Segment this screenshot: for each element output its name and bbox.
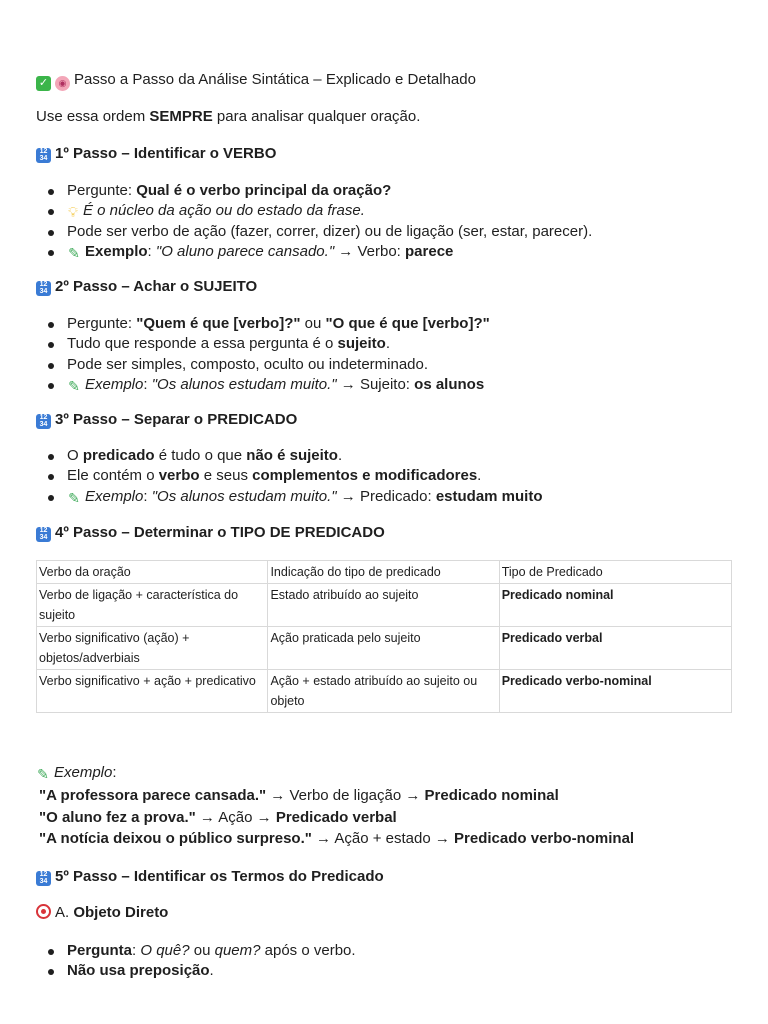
example-result: Predicado verbal bbox=[275, 809, 397, 826]
step5-b1-strong: Pergunta bbox=[67, 942, 133, 959]
table-cell: Verbo significativo (ação) + objetos/adverbiais bbox=[37, 627, 268, 670]
step3-b2-s1: verbo bbox=[158, 467, 200, 485]
step3-b1-mid: é tudo o que bbox=[154, 447, 247, 464]
step5-b1-mid: ou bbox=[189, 942, 215, 959]
numbers-icon: 12 34 bbox=[36, 871, 51, 886]
table-cell: Ação praticada pelo sujeito bbox=[268, 627, 499, 670]
pen-icon: ✎ bbox=[68, 377, 80, 394]
step1-list bbox=[36, 181, 592, 262]
step1-b1-pre: Pergunte: bbox=[67, 182, 137, 199]
step2-b2-post: . bbox=[385, 335, 390, 353]
intro-after: para analisar qualquer oração. bbox=[212, 108, 421, 125]
step5-heading-text: 5º Passo – Identificar os Termos do Predicado bbox=[55, 868, 384, 885]
step2-b4-arrow: → Sujeito: bbox=[336, 375, 415, 393]
sub-prefix: A. bbox=[55, 904, 74, 921]
example-label: Exemplo bbox=[54, 764, 113, 781]
table-header-row bbox=[37, 561, 732, 584]
step3-b3-colon: : bbox=[143, 487, 152, 505]
step5-heading bbox=[36, 867, 384, 887]
step2-b4-colon: : bbox=[143, 375, 152, 393]
step5-b1-i2: quem? bbox=[214, 942, 261, 959]
step5-b1-i1: O quê? bbox=[140, 942, 190, 959]
table-cell: Verbo de ligação + característica do sujeito bbox=[37, 584, 268, 627]
pen-icon: ✎ bbox=[68, 489, 80, 506]
step1-b4-answer: parece bbox=[405, 242, 454, 260]
step3-b2-post: . bbox=[477, 467, 482, 485]
step4-heading-text: 4º Passo – Determinar o TIPO DE PREDICADO bbox=[55, 524, 385, 541]
check-mark-icon: ✓ bbox=[36, 76, 51, 91]
step1-heading-text: 1º Passo – Identificar o VERBO bbox=[55, 145, 277, 162]
list-item bbox=[36, 375, 490, 395]
step5-list bbox=[36, 941, 356, 982]
step1-b2-italic: É o núcleo da ação ou do estado da frase. bbox=[83, 202, 365, 220]
intro-before: Use essa ordem bbox=[36, 108, 150, 125]
step3-heading-text: 3º Passo – Separar o PREDICADO bbox=[55, 411, 298, 428]
step1-b3: Pode ser verbo de ação (fazer, correr, dizer) ou de ligação (ser, estar, parecer). bbox=[67, 222, 593, 240]
list-item bbox=[36, 314, 490, 334]
step5-b2-strong: Não usa preposição bbox=[67, 962, 210, 980]
step3-b3-arrow: → Predicado: bbox=[336, 487, 436, 505]
numbers-icon: 12 34 bbox=[36, 281, 51, 296]
step3-b1-s1: predicado bbox=[82, 447, 155, 464]
step3-b2-s2: complementos e modificadores bbox=[252, 467, 478, 485]
numbers-icon: 12 34 bbox=[36, 527, 51, 542]
list-item bbox=[36, 222, 592, 242]
step2-list bbox=[36, 314, 490, 395]
table-cell: Ação + estado atribuído ao sujeito ou objeto bbox=[268, 670, 499, 713]
step3-b1-post: . bbox=[337, 447, 343, 464]
example-mid: → Ação + estado → bbox=[311, 830, 455, 847]
step1-b4-colon: : bbox=[147, 242, 156, 260]
example-result: Predicado nominal bbox=[424, 787, 559, 804]
step2-b1-pre: Pergunte: bbox=[67, 315, 137, 332]
table-header-cell: Indicação do tipo de predicado bbox=[268, 561, 499, 584]
table-row bbox=[37, 627, 732, 670]
list-item bbox=[36, 334, 490, 354]
example-line-1 bbox=[39, 786, 559, 806]
intro-strong: SEMPRE bbox=[149, 108, 213, 125]
step3-b3-quote: "Os alunos estudam muito." bbox=[151, 487, 337, 505]
table-cell: Verbo significativo + ação + predicativo bbox=[37, 670, 268, 713]
intro-paragraph bbox=[36, 107, 420, 127]
target-icon bbox=[36, 904, 51, 919]
step1-b4-arrow: → Verbo: bbox=[334, 242, 406, 260]
step2-b1-mid: ou bbox=[300, 315, 326, 332]
step2-b1-s2: "O que é que [verbo]?" bbox=[325, 315, 490, 332]
example-label-line bbox=[36, 763, 117, 783]
list-item bbox=[36, 466, 543, 486]
step3-b3-label: Exemplo bbox=[85, 487, 144, 505]
list-item bbox=[36, 181, 592, 201]
step3-heading bbox=[36, 410, 297, 430]
step2-b3: Pode ser simples, composto, oculto ou indeterminado. bbox=[67, 355, 429, 373]
step3-list bbox=[36, 446, 543, 507]
pen-icon: ✎ bbox=[37, 766, 49, 782]
numbers-icon: 12 34 bbox=[36, 414, 51, 429]
list-item bbox=[36, 201, 592, 221]
example-quote: "A notícia deixou o público surpreso." bbox=[39, 830, 312, 847]
step1-b4-quote: "O aluno parece cansado." bbox=[155, 242, 335, 260]
step5-b1-post: após o verbo. bbox=[260, 942, 356, 959]
list-item bbox=[36, 941, 356, 961]
step2-b2-strong: sujeito bbox=[337, 335, 386, 353]
example-quote: "A professora parece cansada." bbox=[39, 787, 267, 804]
table-cell: Estado atribuído ao sujeito bbox=[268, 584, 499, 627]
step4-heading bbox=[36, 523, 385, 543]
sub-strong: Objeto Direto bbox=[73, 904, 169, 921]
example-colon: : bbox=[112, 764, 117, 781]
step1-heading bbox=[36, 144, 276, 164]
predicate-type-table bbox=[36, 560, 732, 713]
example-mid: → Ação → bbox=[195, 809, 276, 826]
light-bulb-icon: 💡︎ bbox=[68, 204, 78, 221]
list-item bbox=[36, 446, 543, 466]
step2-b2-pre: Tudo que responde a essa pergunta é o bbox=[67, 335, 338, 353]
example-line-2 bbox=[39, 808, 397, 828]
example-mid: → Verbo de ligação → bbox=[266, 787, 425, 804]
step1-b1-strong: Qual é o verbo principal da oração? bbox=[136, 182, 392, 199]
example-result: Predicado verbo-nominal bbox=[454, 830, 635, 847]
list-item bbox=[36, 242, 592, 262]
brain-icon: ◉ bbox=[55, 76, 70, 91]
table-header-cell: Tipo de Predicado bbox=[499, 561, 731, 584]
step2-b4-label: Exemplo bbox=[85, 375, 144, 393]
example-line-3 bbox=[39, 829, 634, 849]
step3-b1-pre: O bbox=[67, 447, 83, 464]
title-text: Passo a Passo da Análise Sintática – Explicado e Detalhado bbox=[74, 71, 476, 88]
step2-heading bbox=[36, 277, 257, 297]
list-item bbox=[36, 355, 490, 375]
list-item bbox=[36, 487, 543, 507]
step2-heading-text: 2º Passo – Achar o SUJEITO bbox=[55, 278, 258, 295]
step5-b2-post: . bbox=[209, 962, 214, 980]
numbers-icon: 12 34 bbox=[36, 148, 51, 163]
table-cell: Predicado verbo-nominal bbox=[499, 670, 731, 713]
step3-b3-answer: estudam muito bbox=[435, 487, 543, 505]
table-cell: Predicado nominal bbox=[499, 584, 731, 627]
step3-b2-mid: e seus bbox=[199, 467, 253, 485]
list-item bbox=[36, 961, 356, 981]
step5-b1-colon: : bbox=[132, 942, 141, 959]
step1-b4-label: Exemplo bbox=[85, 242, 148, 260]
step3-b2-pre: Ele contém o bbox=[67, 467, 159, 485]
example-quote: "O aluno fez a prova." bbox=[39, 809, 196, 826]
pen-icon: ✎ bbox=[68, 244, 80, 261]
doc-title bbox=[36, 70, 476, 91]
step5-subheading bbox=[36, 903, 168, 923]
step2-b1-s1: "Quem é que [verbo]?" bbox=[136, 315, 301, 332]
table-row bbox=[37, 584, 732, 627]
table-cell: Predicado verbal bbox=[499, 627, 731, 670]
step3-b1-s2: não é sujeito bbox=[246, 447, 338, 464]
step2-b4-answer: os alunos bbox=[414, 375, 485, 393]
table-header-cell: Verbo da oração bbox=[37, 561, 268, 584]
step2-b4-quote: "Os alunos estudam muito." bbox=[151, 375, 337, 393]
table-row bbox=[37, 670, 732, 713]
